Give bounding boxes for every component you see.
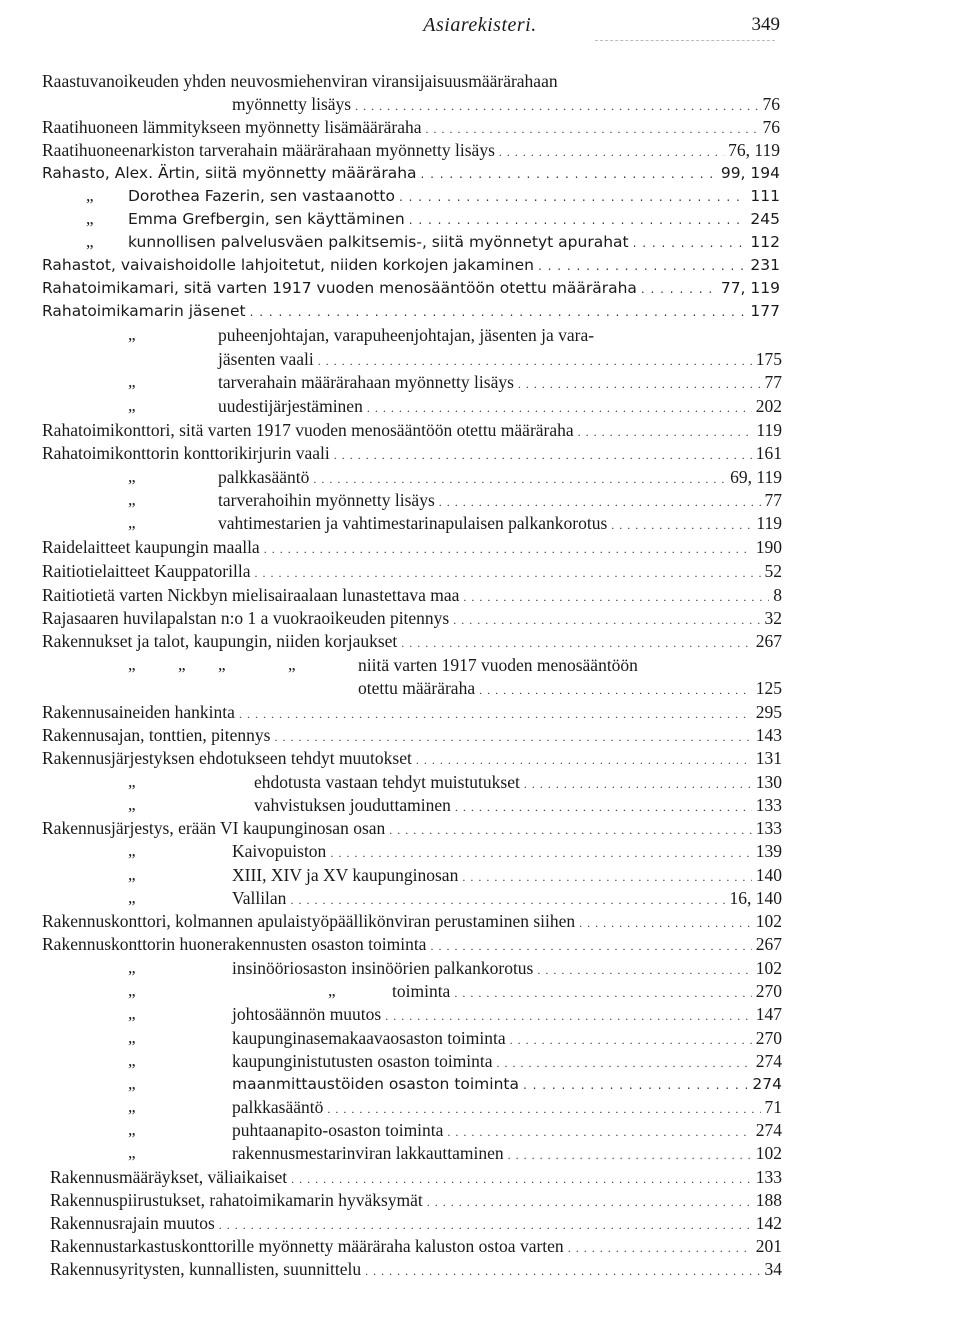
page-reference: 131 xyxy=(755,748,782,768)
ditto-mark: „ xyxy=(128,865,136,884)
entry-text: rakennusmestarinviran lakkauttaminen xyxy=(232,1143,504,1163)
entry-text: Raatihuoneen lämmitykseen myönnetty lisämäärärahа xyxy=(42,117,422,137)
entry-text: tarverahoihin myönnetty lisäys xyxy=(218,490,435,510)
page-reference: 133 xyxy=(755,795,782,815)
index-entry xyxy=(42,560,782,583)
dot-leader xyxy=(421,163,717,185)
dot-leader xyxy=(330,842,751,864)
dot-leader xyxy=(439,491,761,513)
entry-text: Rakennukset ja talot, kaupungin, niiden korjaukset xyxy=(42,631,398,651)
page-reference: 188 xyxy=(755,1190,782,1210)
index-entry xyxy=(232,1027,782,1050)
entry-text: Raidelaitteet kaupungin maalla xyxy=(42,537,260,557)
index-entry xyxy=(392,980,782,1003)
entry-text: kaupunginasemakaavaosaston toiminta xyxy=(232,1028,506,1048)
dot-leader xyxy=(537,959,751,981)
ditto-mark: „ xyxy=(128,1051,136,1070)
page-reference: 139 xyxy=(755,841,782,861)
page-reference: 8 xyxy=(773,585,782,605)
dot-leader xyxy=(641,278,717,300)
entry-text: Rakennusmääräykset, väliaikaiset xyxy=(50,1167,288,1187)
index-entry xyxy=(42,116,780,139)
entry-text: maanmittaustöiden osaston toiminta xyxy=(232,1075,519,1093)
index-entry xyxy=(50,1166,782,1189)
dot-leader xyxy=(426,118,759,140)
ditto-mark: „ xyxy=(178,655,186,674)
page-reference: 102 xyxy=(755,911,782,931)
dot-leader xyxy=(367,397,752,419)
dot-leader xyxy=(538,255,746,277)
dot-leader xyxy=(427,1191,752,1213)
index-entry xyxy=(358,654,772,677)
ditto-mark: „ xyxy=(86,209,94,228)
page-reference: 76, 119 xyxy=(728,140,780,160)
entry-text: puheenjohtajan, varapuheenjohtajan, jäsenten ja vara- xyxy=(218,325,595,345)
dot-leader xyxy=(389,819,751,841)
page-reference: 77, 119 xyxy=(720,279,780,297)
entry-text: Raastuvanoikeuden yhden neuvosmiehenviran viransijaisuusmäärärahaan xyxy=(42,71,558,91)
dot-leader xyxy=(264,538,752,560)
entry-text: Rakennusjärjestyksen ehdotukseen tehdyt muutokset xyxy=(42,748,412,768)
page-reference: 270 xyxy=(755,981,782,1001)
page-reference: 99, 194 xyxy=(720,164,780,182)
entry-text: toiminta xyxy=(392,981,451,1001)
page-reference: 295 xyxy=(755,702,782,722)
dot-leader xyxy=(518,373,761,395)
entry-text: Rahatoimikonttori, sitä varten 1917 vuoden menosääntöön otettu määräraha xyxy=(42,420,574,440)
index-entry xyxy=(218,324,748,347)
index-entry xyxy=(128,185,780,208)
entry-text: Raitiotielaitteet Kauppatorilla xyxy=(42,561,251,581)
dot-leader xyxy=(334,444,752,466)
dot-leader xyxy=(499,141,724,163)
dot-leader xyxy=(497,1052,752,1074)
index-entry xyxy=(42,277,780,300)
entry-text: Emma Grefbergin, sen käyttäminen xyxy=(128,210,405,228)
ditto-mark: „ xyxy=(128,325,136,344)
dot-leader xyxy=(633,232,747,254)
entry-text: Rahatoimikamarin jäsenet xyxy=(42,302,246,320)
index-entry xyxy=(358,677,782,700)
index-entry xyxy=(232,1073,782,1096)
index-entry xyxy=(42,442,782,465)
entry-text: Rakennusjärjestys, erään VI kaupunginosan osan xyxy=(42,818,386,838)
entry-text: Dorothea Fazerin, sen vastaanotto xyxy=(128,187,395,205)
index-entry xyxy=(232,1050,782,1073)
page-header xyxy=(0,14,960,44)
dot-leader xyxy=(453,609,760,631)
index-entry xyxy=(232,887,782,910)
index-entry xyxy=(254,771,782,794)
page-reference: 119 xyxy=(756,513,782,533)
index-entry xyxy=(42,300,780,323)
dot-leader xyxy=(510,1029,752,1051)
page-number: 349 xyxy=(751,14,780,35)
entry-text: Rahatoimikamari, sitä varten 1917 vuoden menosääntöön otettu määräraha xyxy=(42,279,637,297)
page-reference: 71 xyxy=(764,1097,782,1117)
ditto-mark: „ xyxy=(86,232,94,251)
entry-text: Vallilan xyxy=(232,888,287,908)
index-entry xyxy=(232,957,782,980)
dot-leader xyxy=(578,421,753,443)
entry-text: Raitiotietä varten Nickbyn mielisairaalaan lunastettava maa xyxy=(42,585,460,605)
page-reference: 112 xyxy=(750,233,780,251)
index-entry xyxy=(42,701,782,724)
ditto-mark: „ xyxy=(128,1028,136,1047)
page-reference: 77 xyxy=(764,490,782,510)
dot-leader xyxy=(524,773,752,795)
page-reference: 69, 119 xyxy=(730,467,782,487)
entry-text: Rakennusaineiden hankinta xyxy=(42,702,235,722)
dot-leader xyxy=(455,796,752,818)
index-entry xyxy=(42,747,782,770)
entry-text: vahtimestarien ja vahtimestarinapulaisen palkankorotus xyxy=(218,513,608,533)
entry-text: otettu määräraha xyxy=(358,678,476,698)
page-reference: 76 xyxy=(762,94,780,114)
ditto-mark: „ xyxy=(128,1004,136,1023)
dot-leader xyxy=(479,679,752,701)
index-entry xyxy=(232,93,780,116)
page-reference: 177 xyxy=(750,302,780,320)
dot-leader xyxy=(430,935,751,957)
page-reference: 147 xyxy=(755,1004,782,1024)
index-entry xyxy=(218,512,782,535)
index-entry xyxy=(42,70,772,93)
index-entry xyxy=(218,371,782,394)
ditto-mark: „ xyxy=(128,490,136,509)
page-reference: 52 xyxy=(764,561,782,581)
index-entry xyxy=(42,933,782,956)
ditto-mark: „ xyxy=(128,467,136,486)
index-entry xyxy=(254,794,782,817)
ditto-mark: „ xyxy=(128,1120,136,1139)
index-entry xyxy=(232,1096,782,1119)
dot-leader xyxy=(313,468,726,490)
ditto-mark: „ xyxy=(218,655,226,674)
dot-leader xyxy=(327,1098,760,1120)
index-entry xyxy=(42,139,780,162)
index-entry xyxy=(42,607,782,630)
index-entry xyxy=(42,817,782,840)
index-entry xyxy=(42,254,780,277)
dot-leader xyxy=(318,350,752,372)
entry-text: vahvistuksen jouduttaminen xyxy=(254,795,451,815)
index-entry xyxy=(42,162,780,185)
dot-leader xyxy=(254,562,760,584)
entry-text: Rakennusajan, tonttien, pitennys xyxy=(42,725,271,745)
dot-leader xyxy=(401,632,751,654)
entry-text: ehdotusta vastaan tehdyt muistutukset xyxy=(254,772,520,792)
dot-leader xyxy=(568,1237,752,1259)
page-reference: 142 xyxy=(755,1213,782,1233)
ditto-mark: „ xyxy=(128,772,136,791)
index-entry xyxy=(50,1212,782,1235)
index-entry xyxy=(42,910,782,933)
ditto-mark: „ xyxy=(128,795,136,814)
index-entry xyxy=(128,231,780,254)
ditto-mark: „ xyxy=(128,841,136,860)
page-reference: 267 xyxy=(755,631,782,651)
entry-text: Raatihuoneenarkiston tarverahain määrärahaan myönnetty lisäys xyxy=(42,140,495,160)
index-entry xyxy=(232,864,782,887)
page-reference: 16, 140 xyxy=(729,888,782,908)
dot-leader xyxy=(290,889,725,911)
entry-text: kaupunginistutusten osaston toiminta xyxy=(232,1051,493,1071)
dot-leader xyxy=(399,186,746,208)
ditto-mark: „ xyxy=(128,1143,136,1162)
entry-text: Rakennusrajain muutos xyxy=(50,1213,215,1233)
dot-leader xyxy=(355,95,758,117)
page-reference: 32 xyxy=(764,608,782,628)
entry-text: jäsenten vaali xyxy=(218,349,314,369)
page-reference: 143 xyxy=(755,725,782,745)
dot-leader xyxy=(274,726,751,748)
dot-leader xyxy=(611,514,752,536)
index-entry xyxy=(232,1119,782,1142)
page-reference: 231 xyxy=(750,256,780,274)
ditto-mark: „ xyxy=(128,981,136,1000)
page-reference: 245 xyxy=(750,210,780,228)
ditto-mark: „ xyxy=(128,372,136,391)
index-entry xyxy=(50,1258,782,1281)
dot-leader xyxy=(219,1214,752,1236)
entry-text: puhtaanapito-osaston toiminta xyxy=(232,1120,444,1140)
page-reference: 34 xyxy=(764,1259,782,1279)
ditto-mark: „ xyxy=(128,655,136,674)
entry-text: Rajasaaren huvilapalstan n:o 1 a vuokraoikeuden pitennys xyxy=(42,608,450,628)
index-entry xyxy=(128,208,780,231)
header-rule xyxy=(595,40,775,42)
ditto-mark: „ xyxy=(128,1074,136,1093)
ditto-mark: „ xyxy=(128,888,136,907)
entry-text: niitä varten 1917 vuoden menosääntöön xyxy=(358,655,638,675)
dot-leader xyxy=(447,1121,751,1143)
entry-text: Rakennuskonttorin huonerakennusten osaston toiminta xyxy=(42,934,427,954)
running-title: Asiarekisteri. xyxy=(423,14,537,36)
entry-text: Rakennuskonttori, kolmannen apulaistyöpäällikönviran perustaminen siihen xyxy=(42,911,576,931)
dot-leader xyxy=(239,703,752,725)
page-reference: 201 xyxy=(755,1236,782,1256)
index-entry xyxy=(42,630,782,653)
dot-leader xyxy=(365,1260,760,1282)
index-entry xyxy=(218,395,782,418)
index-entry xyxy=(42,419,782,442)
dot-leader xyxy=(508,1144,752,1166)
page-reference: 267 xyxy=(755,934,782,954)
index-entry xyxy=(218,466,782,489)
index-entry xyxy=(218,489,782,512)
dot-leader xyxy=(523,1074,748,1096)
page-reference: 102 xyxy=(755,958,782,978)
index-entry xyxy=(232,1003,782,1026)
ditto-mark: „ xyxy=(128,958,136,977)
ditto-mark: „ xyxy=(128,396,136,415)
index-entry xyxy=(218,348,782,371)
dot-leader xyxy=(579,912,752,934)
page-reference: 133 xyxy=(755,818,782,838)
ditto-mark: „ xyxy=(86,186,94,205)
entry-text: palkkasääntö xyxy=(232,1097,324,1117)
page-reference: 202 xyxy=(755,396,782,416)
page-reference: 77 xyxy=(764,372,782,392)
entry-text: XIII, XIV ja XV kaupunginosan xyxy=(232,865,459,885)
page-reference: 119 xyxy=(756,420,782,440)
page-reference: 270 xyxy=(755,1028,782,1048)
page-reference: 111 xyxy=(750,187,780,205)
page-reference: 161 xyxy=(755,443,782,463)
ditto-mark: „ xyxy=(288,655,296,674)
dot-leader xyxy=(454,982,751,1004)
entry-text: uudestijärjestäminen xyxy=(218,396,363,416)
entry-text: palkkasääntö xyxy=(218,467,310,487)
dot-leader xyxy=(463,586,769,608)
entry-text: insinööriosaston insinöörien palkankorotus xyxy=(232,958,534,978)
entry-text: Rakennuspiirustukset, rahatoimikamarin hyväksymät xyxy=(50,1190,423,1210)
index-entry xyxy=(42,536,782,559)
dot-leader xyxy=(409,209,747,231)
entry-text: Rakennusyritysten, kunnallisten, suunnittelu xyxy=(50,1259,362,1279)
page-reference: 76 xyxy=(762,117,780,137)
dot-leader xyxy=(416,749,752,771)
page-reference: 274 xyxy=(755,1120,782,1140)
index-entry xyxy=(232,840,782,863)
page-reference: 125 xyxy=(755,678,782,698)
entry-text: Kaivopuiston xyxy=(232,841,327,861)
entry-text: tarverahain määrärahaan myönnetty lisäys xyxy=(218,372,514,392)
entry-text: Rahatoimikonttorin konttorikirjurin vaali xyxy=(42,443,330,463)
ditto-mark: „ xyxy=(328,981,336,1000)
index-entry xyxy=(50,1235,782,1258)
page-reference: 133 xyxy=(755,1167,782,1187)
page-reference: 102 xyxy=(755,1143,782,1163)
dot-leader xyxy=(385,1005,752,1027)
ditto-mark: „ xyxy=(128,1097,136,1116)
dot-leader xyxy=(462,866,751,888)
entry-text: Rahasto, Alex. Ärtin, siitä myönnetty määräraha xyxy=(42,164,417,182)
entry-text: Rahastot, vaivaishoidolle lahjoitetut, niiden korkojen jakaminen xyxy=(42,256,534,274)
entry-text: kunnollisen palvelusväen palkitsemis-, siitä myönnetyt apurahat xyxy=(128,233,629,251)
page-reference: 274 xyxy=(752,1075,782,1093)
dot-leader xyxy=(291,1168,752,1190)
page-reference: 140 xyxy=(755,865,782,885)
index-entry xyxy=(50,1189,782,1212)
index-entry xyxy=(232,1142,782,1165)
page-reference: 175 xyxy=(755,349,782,369)
dot-leader xyxy=(250,301,747,323)
entry-text: Rakennustarkastuskonttorille myönnetty määräraha kaluston ostoa varten xyxy=(50,1236,564,1256)
index-entry xyxy=(42,584,782,607)
page-reference: 130 xyxy=(755,772,782,792)
ditto-mark: „ xyxy=(128,513,136,532)
index-entry xyxy=(42,724,782,747)
entry-text: johtosäännön muutos xyxy=(232,1004,382,1024)
page-reference: 190 xyxy=(755,537,782,557)
entry-text: myönnetty lisäys xyxy=(232,94,352,114)
page-reference: 274 xyxy=(755,1051,782,1071)
